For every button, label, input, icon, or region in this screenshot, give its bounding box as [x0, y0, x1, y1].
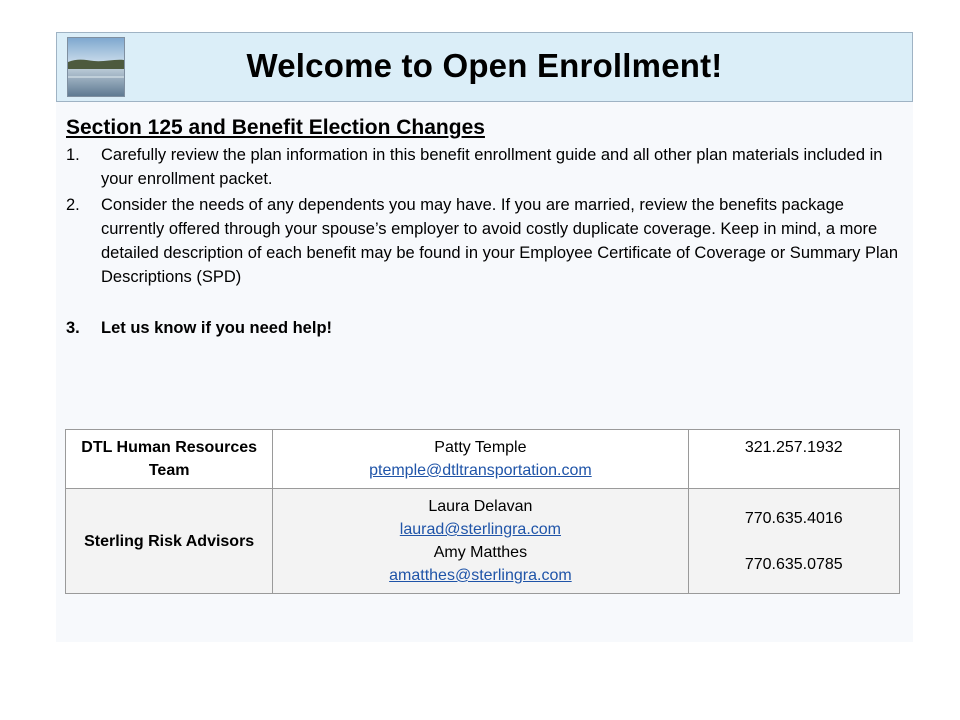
step-text: Consider the needs of any dependents you may have. If you are married, review the benefits package currently offered through your spouse’s employer to avoid costly duplicate coverage. Keep in mind, a more detailed description of each benefit may be found in your Employee Certificate of Coverage or Summary Plan Descriptions (SPD): [101, 196, 899, 286]
phone-number: 321.257.1932: [744, 439, 843, 456]
phone-number: 770.635.4016: [744, 509, 843, 527]
table-row: [66, 489, 900, 594]
step-item-2: [66, 193, 906, 289]
steps-list: [66, 143, 906, 340]
phone-spacer: [695, 530, 893, 553]
phone-cell: [688, 489, 899, 594]
section-content: [66, 116, 906, 342]
contact-name: Amy Matthes: [433, 544, 528, 561]
contacts-table: [65, 429, 900, 594]
contact-person-cell: [273, 489, 688, 594]
step-text: Carefully review the plan information in this benefit enrollment guide and all other plan materials included in your enrollment packet.: [101, 146, 883, 188]
contact-name: Patty Temple: [434, 439, 527, 456]
title-banner: [56, 32, 913, 102]
organization-cell: Sterling Risk Advisors: [66, 489, 273, 594]
contact-email-link[interactable]: amatthes@sterlingra.com: [389, 567, 572, 584]
table-row: [66, 430, 900, 489]
step-number: 2.: [66, 196, 80, 214]
contact-name: Laura Delavan: [428, 498, 533, 515]
contact-person-cell: [273, 430, 688, 489]
step-text: Let us know if you need help!: [101, 319, 333, 337]
step-number: 3.: [66, 319, 80, 337]
phone-number: 770.635.0785: [744, 555, 843, 573]
contact-email-link[interactable]: laurad@sterlingra.com: [399, 521, 561, 538]
organization-cell: DTL Human Resources Team: [66, 430, 273, 489]
page-title: Welcome to Open Enrollment!: [246, 47, 723, 84]
slide: [56, 32, 913, 642]
phone-cell: [688, 430, 899, 489]
contact-email-link[interactable]: ptemple@dtltransportation.com: [369, 462, 592, 479]
step-item-1: [66, 143, 906, 191]
section-heading: Section 125 and Benefit Election Changes: [66, 116, 485, 139]
step-item-3: [66, 316, 906, 340]
step-number: 1.: [66, 146, 80, 164]
